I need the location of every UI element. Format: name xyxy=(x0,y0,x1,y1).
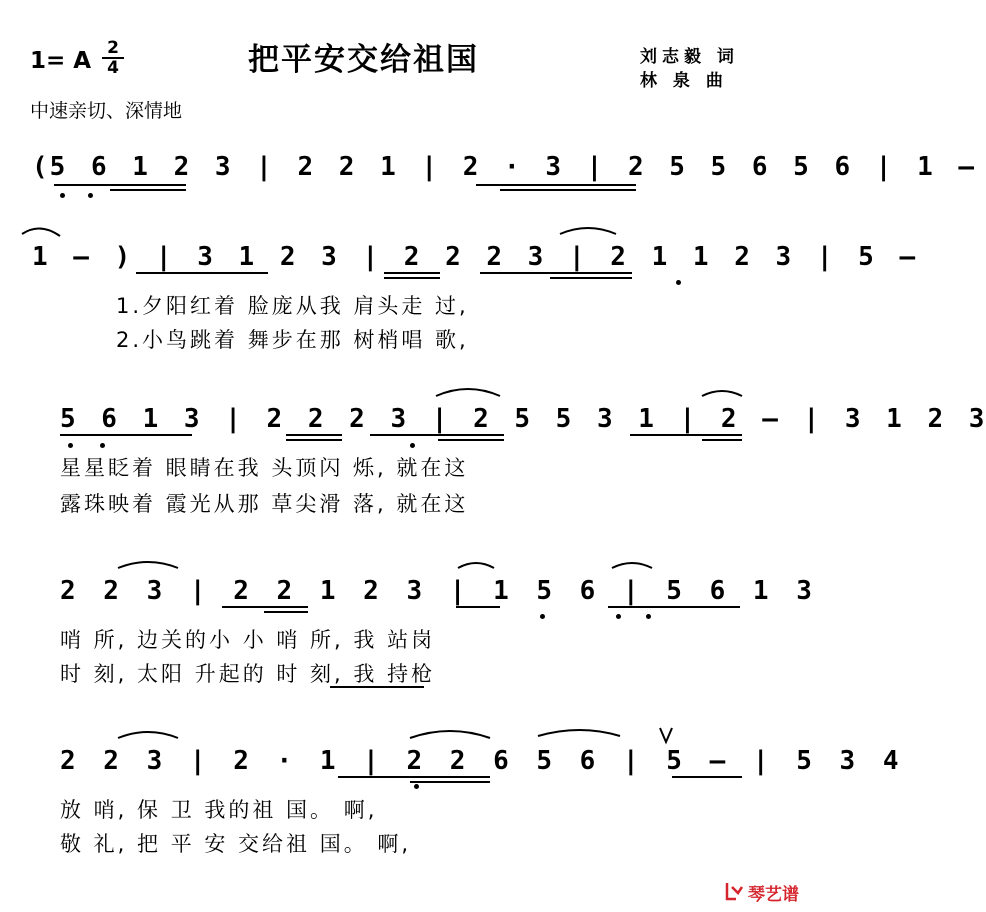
slur-curve xyxy=(410,731,490,738)
score-row-4-notes: 2 2 3 | 2 2 1 2 3 | 1 5 6 | 5 6 1 3 xyxy=(60,576,814,606)
slur-curve xyxy=(538,730,620,736)
breath-mark xyxy=(660,728,672,742)
watermark-text: 琴艺谱 xyxy=(748,885,799,905)
score-row-1-notes: (5 6 1 2 3 | 2 2 1 | 2 · 3 | 2 5 5 6 5 6 | 1 — xyxy=(32,152,977,182)
composer-credit: 林 泉 曲 xyxy=(640,71,728,91)
score-row-3-notes: 5 6 1 3 | 2 2 2 3 | 2 5 5 3 1 | 2 — | 3 1 2 3 xyxy=(60,404,986,434)
score-row-2-lyrics-verse-2: 2.小鸟跳着 舞步在那 树梢唱 歌, xyxy=(116,328,469,352)
watermark-logo xyxy=(728,880,799,905)
logo-icon xyxy=(724,881,744,901)
slur-curve xyxy=(560,228,616,234)
song-title: 把平安交给祖国 xyxy=(248,42,479,78)
time-signature-denominator: 4 xyxy=(107,58,119,78)
tempo-marking: 中速亲切、深情地 xyxy=(30,100,183,122)
slur-curve xyxy=(702,391,742,396)
score-row-5-lyrics-verse-1: 放 哨, 保 卫 我的祖 国。 啊, xyxy=(60,798,378,822)
lyricist-credit: 刘志毅 词 xyxy=(640,47,739,67)
score-row-2-notes: 1 — ) | 3 1 2 3 | 2 2 2 3 | 2 1 1 2 3 | 5 — xyxy=(32,242,918,272)
time-signature-numerator: 2 xyxy=(107,38,119,58)
slur-curve xyxy=(458,563,494,568)
score-row-3-lyrics-verse-2: 露珠映着 霞光从那 草尖滑 落, 就在这 xyxy=(60,492,469,516)
score-row-4-lyrics-verse-1: 哨 所, 边关的小 小 哨 所, 我 站岗 xyxy=(60,628,436,652)
score-row-5-notes: 2 2 3 | 2 · 1 | 2 2 6 5 6 | 5 — | 5 3 4 xyxy=(60,746,901,776)
key-signature: 1= A xyxy=(30,48,92,74)
slur-curve xyxy=(118,562,178,568)
slur-curve xyxy=(22,228,60,236)
slur-curve xyxy=(612,563,652,568)
slur-curve xyxy=(118,732,178,738)
score-row-3-lyrics-verse-1: 星星眨着 眼睛在我 头顶闪 烁, 就在这 xyxy=(60,456,469,480)
score-row-2-lyrics-verse-1: 1.夕阳红着 脸庞从我 肩头走 过, xyxy=(116,294,469,318)
score-row-5-lyrics-verse-2: 敬 礼, 把 平 安 交给祖 国。 啊, xyxy=(60,832,412,856)
score-row-4-lyrics-verse-2: 时 刻, 太阳 升起的 时 刻, 我 持枪 xyxy=(60,662,436,686)
slur-curve xyxy=(436,389,500,396)
